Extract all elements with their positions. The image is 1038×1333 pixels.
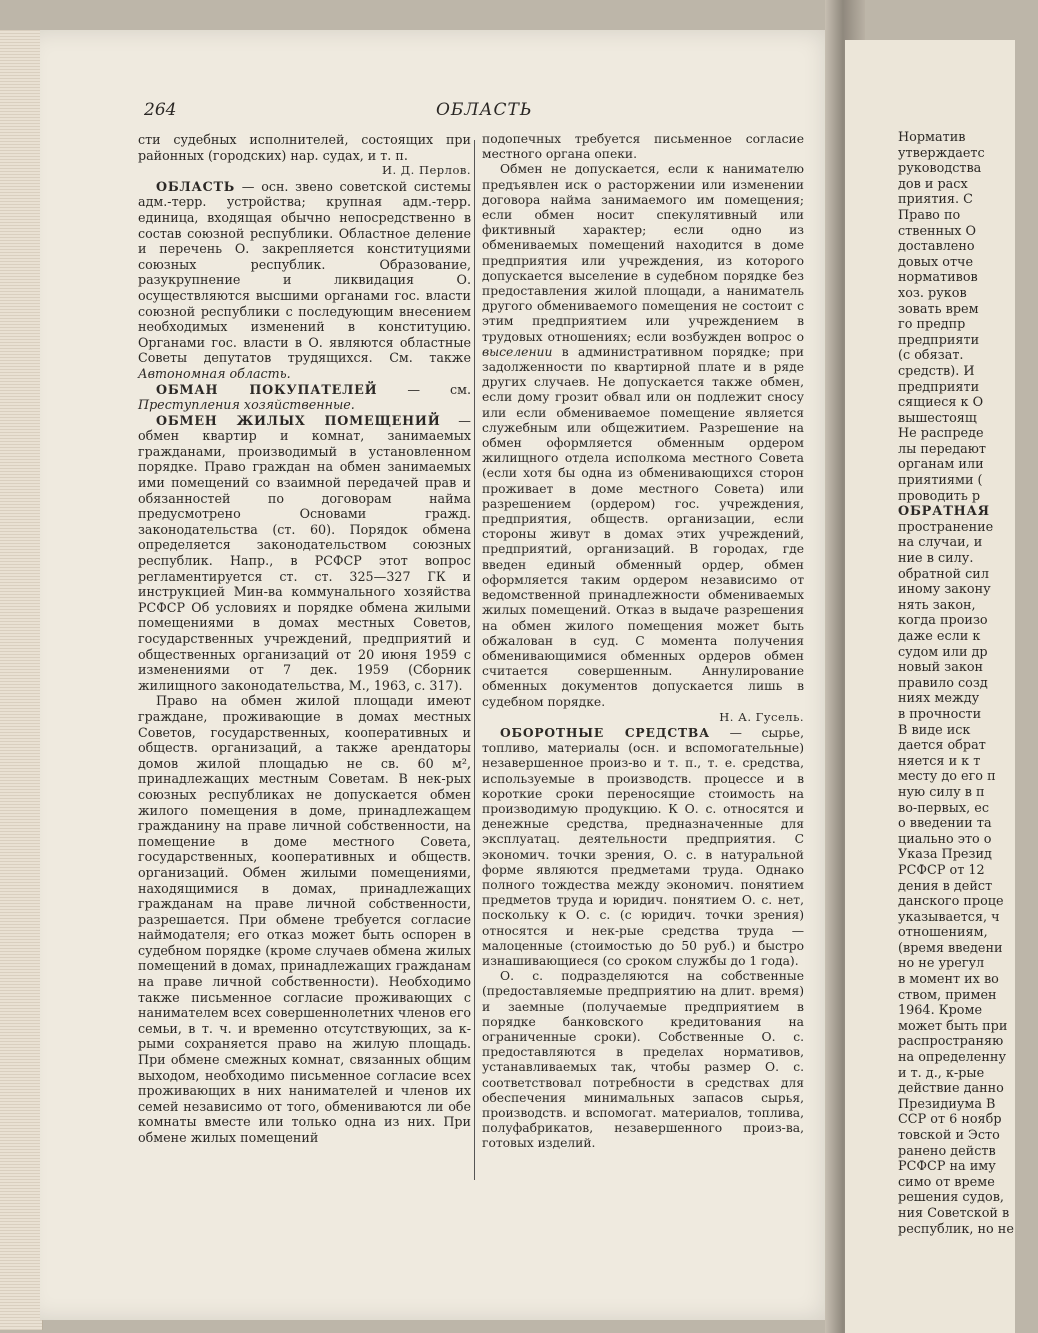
right-page-line: (с обязат. (898, 348, 964, 364)
right-page-line: ние в силу. (898, 551, 974, 567)
right-page-line: дения в дейст (898, 878, 993, 894)
author-signature: И. Д. Перлов. (381, 163, 471, 178)
running-head: ОБЛАСТЬ (436, 100, 533, 120)
right-page-line: месту до его п (898, 769, 996, 785)
entry-text: — см. (377, 381, 472, 397)
right-page-line: предприяти (898, 332, 980, 348)
cross-reference: Автономная область. (138, 365, 291, 381)
entry-oblast (138, 179, 471, 382)
right-page-line: ния Советской в (898, 1205, 1010, 1221)
right-page-line: в прочности (898, 706, 982, 722)
right-page-line: и т. д., к-рые (898, 1065, 985, 1081)
right-page-line: Право по (898, 207, 961, 223)
right-page-line: но не урегул (898, 956, 985, 972)
right-page-line: пространение (898, 519, 994, 535)
right-page-line: дается обрат (898, 738, 986, 754)
column-rule (474, 140, 475, 1180)
right-page-line: лы передают (898, 441, 986, 457)
right-page-line: приятиями ( (898, 473, 983, 489)
right-page-line: иному закону (898, 582, 991, 598)
right-page-line: Президиума В (898, 1096, 996, 1112)
right-page-line: товской и Эсто (898, 1128, 1000, 1143)
right-page-line: даже если к (898, 629, 981, 644)
right-page-line: (время введени (898, 940, 1003, 956)
right-page-line: указывается, ч (898, 909, 1000, 925)
paragraph-text: Обмен не допускается, если к нанимателю предъявлен иск о расторжении или изменении договора найма занимаемого им помещения; если обмен носит спекулятивный или фиктивный характер; если одно из обмениваемых помещений находится в доме предприятия или учреждения, из которого допускается выселение в судебном порядке без предоставления жилой площади, а наниматель другого обмениваемого помещения не состоит с этим предприятием или учреждением в трудовых отношениях; если возбужден вопрос о (482, 162, 804, 344)
right-page-line: утверждаетс (898, 145, 985, 161)
right-page-line: нормативов (898, 270, 978, 286)
right-page-line: ранено действ (898, 1143, 996, 1159)
entry-oborot (482, 725, 804, 969)
paragraph (482, 162, 804, 709)
right-page-line: нять закон, (898, 597, 976, 613)
right-page-line: действие данно (898, 1081, 1004, 1097)
entry-term: ОБЛАСТЬ (156, 178, 236, 194)
right-page-line: ниях между (898, 691, 980, 707)
paragraph: сти судебных исполнителей, состоящих при районных (городских) нар. судах, и т. п. (138, 132, 471, 163)
right-page-line: о введении та (898, 816, 992, 832)
right-page-line: может быть при (898, 1018, 1008, 1034)
right-page-line: республик, но не (898, 1221, 1014, 1237)
right-page-line: ную силу в п (898, 784, 985, 800)
right-page-line: Не распреде (898, 426, 984, 442)
paragraph: подопечных требуется письменное согласие местного органа опеки. (482, 132, 804, 162)
right-page-line: го предпр (898, 317, 966, 333)
right-page-line: решения судов, (898, 1190, 1004, 1206)
right-page-line: на определенну (898, 1050, 1006, 1066)
right-page-line: приятия. С (898, 192, 973, 208)
right-page-line: ственных О (898, 223, 977, 239)
left-column (138, 132, 471, 1146)
entry-term: ОБОРОТНЫЕ СРЕДСТВА (500, 724, 710, 740)
cross-reference: выселении (482, 344, 553, 359)
right-page-line: предприяти (898, 379, 980, 395)
page-number: 264 (144, 100, 177, 120)
right-page-line: органам или (898, 457, 984, 473)
entry-obmen (138, 413, 471, 694)
author-signature: Н. А. Гусель. (719, 709, 804, 724)
right-page-line: данского проце (898, 894, 1004, 910)
right-page-line: вышестоящ (898, 410, 977, 426)
right-page-line: РСФСР от 12 (898, 862, 985, 878)
right-page-line: зовать врем (898, 301, 979, 317)
right-page-line: РСФСР на иму (898, 1159, 996, 1175)
middle-column (482, 132, 804, 1152)
right-page-line: довых отче (898, 254, 974, 270)
right-page-line: новый закон (898, 660, 984, 676)
entry-term: ОБМЕН ЖИЛЫХ ПОМЕЩЕНИЙ (156, 412, 441, 428)
entry-term: ОБМАН ПОКУПАТЕЛЕЙ (156, 381, 378, 397)
right-page-line: 1964. Кроме (898, 1003, 983, 1019)
page-block-edge (0, 30, 43, 1330)
right-page-line: доставлено (898, 239, 975, 255)
paragraph: О. с. подразделяются на собственные (предоставляемые предприятию на длит. время) и заемные (получаемые предприятием в порядке банковского кредитования на ограниченные сроки). Собственные О. с. предоставляются в пределах нормативов, устанавливаемых так, чтобы размер О. с. соответствовал потребности в средствах для обеспечения минимальных запасов сырья, производств. и вспомогат. материалов, топлива, полуфабрикатов, незавершенного произ-ва, готовых изделий. (482, 969, 804, 1151)
right-page-line: на случаи, и (898, 535, 983, 551)
cross-reference: Преступления хозяйственные. (138, 397, 355, 413)
entry-text: — сырье, топливо, материалы (осн. и вспомогательные) незавершенное произ-во и т. п., т. е. средства, используемые в производств. процессе и в короткие сроки переносящие стоимость на производимую продукцию. К О. с. относятся и денежные средства, предназначенные для эксплуатац. деятельности предприятия. С экономич. точки зрения, О. с. в натуральной форме являются предметами труда. Однако полного тождества между экономич. понятием предметов труда и юридич. понятием О. с. нет, поскольку к О. с. (с юридич. точки зрения) относятся и нек-рые средства труда — малоценные (стоимостью до 50 руб.) и быстро изнашивающиеся (со сроком службы до 1 года). (482, 725, 804, 968)
entry-obman (138, 382, 471, 413)
right-page-column (898, 130, 1038, 1237)
right-page-line: ством, примен (898, 987, 997, 1003)
right-page-line: Норматив (898, 130, 966, 145)
right-page-line: руководства (898, 161, 982, 177)
right-page-line: дов и расх (898, 176, 968, 192)
right-page-line: симо от време (898, 1174, 995, 1190)
right-page-line: няется и к т (898, 753, 981, 769)
right-page-line: в момент их во (898, 972, 999, 988)
right-page-line: Указа Презид (898, 847, 992, 863)
right-page-line: распространяю (898, 1034, 1004, 1050)
right-page-line: средств). И (898, 363, 975, 379)
right-page-line: когда произо (898, 613, 988, 629)
right-page-line: судом или др (898, 644, 988, 660)
right-page-line: хоз. руков (898, 285, 967, 301)
right-page-line: сящиеся к О (898, 395, 984, 411)
right-page-line: ОБРАТНАЯ (898, 504, 990, 520)
right-page-line: В виде иск (898, 722, 971, 738)
right-page-line: обратной сил (898, 566, 989, 582)
right-page-line: проводить р (898, 488, 981, 504)
right-page-line: отношениям, (898, 925, 988, 941)
right-page-line: правило созд (898, 675, 988, 691)
right-page-line: циально это о (898, 831, 992, 847)
paragraph: Право на обмен жилой площади имеют граждане, проживающие в домах местных Советов, государственных, кооперативных и обществ. организаций, а также арендаторы домов жилой площадью не св. 60 м², принадлежащих местным Советам. В нек-рых союзных республиках не допускается обмен жилого помещения в доме, принадлежащем гражданину на праве личной собственности, на помещение в доме местного Совета, государственных, кооперативных и обществ. организаций. Обмен жилыми помещениями, находящимися в домах, принадлежащих гражданам на праве личной собственности, разрешается. При обмене требуется согласие наймодателя; его отказ может быть оспорен в судебном порядке (кроме случаев обмена жилых помещений в домах, принадлежащих гражданам на праве личной собственности). Необходимо также письменное согласие проживающих с нанимателем всех совершеннолетних членов его семьи, в т. ч. и временно отсутствующих, за к-рыми сохраняется право на жилую площадь. При обмене смежных комнат, связанных общим выходом, необходимо письменное согласие всех проживающих в них нанимателей и членов их семей независимо от того, обмениваются ли обе комнаты вместе или только одна из них. При обмене жилых помещений (138, 693, 471, 1145)
paragraph-text: в административном порядке; при задолженности по квартирной плате и в ряде других случаев. Не допускается также обмен, если дому грозит обвал или он подлежит сносу или если обмениваемое помещение является служебным или общежитием. Разрешение на обмен оформляется обменным ордером жилищного отдела исполкома местного Совета (если хотя бы одна из обменивающихся сторон проживает в доме местного Совета) или разрешением (ордером) гос. учреждения, предприятия, обществ. организации, если стороны живут в домах этих учреждений, предприятий, организаций. В городах, где введен единый обменный ордер, обмен оформляется таким ордером независимо от ведомственной принадлежности обмениваемых жилых помещений. Отказ в выдаче разрешения на обмен жилого помещения может быть обжалован в суд. С момента получения обменивающимися обменных ордеров обмен считается совершенным. Аннулирование обменных документов допускается лишь в судебном порядке. (482, 344, 804, 709)
right-page-line: во-первых, ес (898, 800, 990, 816)
right-page-line: ССР от 6 ноябр (898, 1112, 1002, 1128)
entry-text: — обмен квартир и комнат, занимаемых гражданами, производимый в установленном порядке. Право граждан на обмен занимаемых ими помещений со взаимной передачей прав и обязанностей по договорам найма предусмотрено Основами гражд. законодательства (ст. 60). Порядок обмена определяется законодательством союзных республик. Напр., в РСФСР этот вопрос регламентируется ст. ст. 325—327 ГК и инструкцией Мин-ва коммунального хозяйства РСФСР Об условиях и порядке обмена жилыми помещениями в домах местных Советов, государственных учреждений, предприятий и общественных организаций от 20 июня 1959 с изменениями от 7 дек. 1959 (Сборник жилищного законодательства, М., 1963, с. 317). (138, 412, 471, 693)
entry-text: — осн. звено советской системы адм.-терр. устройства; крупная адм.-терр. единица, входящая обычно непосредственно в состав союзной республики. Областное деление и перечень О. закрепляется конституциями союзных республик. Образование, разукрупнение и ликвидация О. осуществляются высшими органами гос. власти союзной республики с последующим внесением необходимых изменений в конституцию. Органами гос. власти в О. являются областные Советы депутатов трудящихся. См. также (138, 178, 471, 366)
